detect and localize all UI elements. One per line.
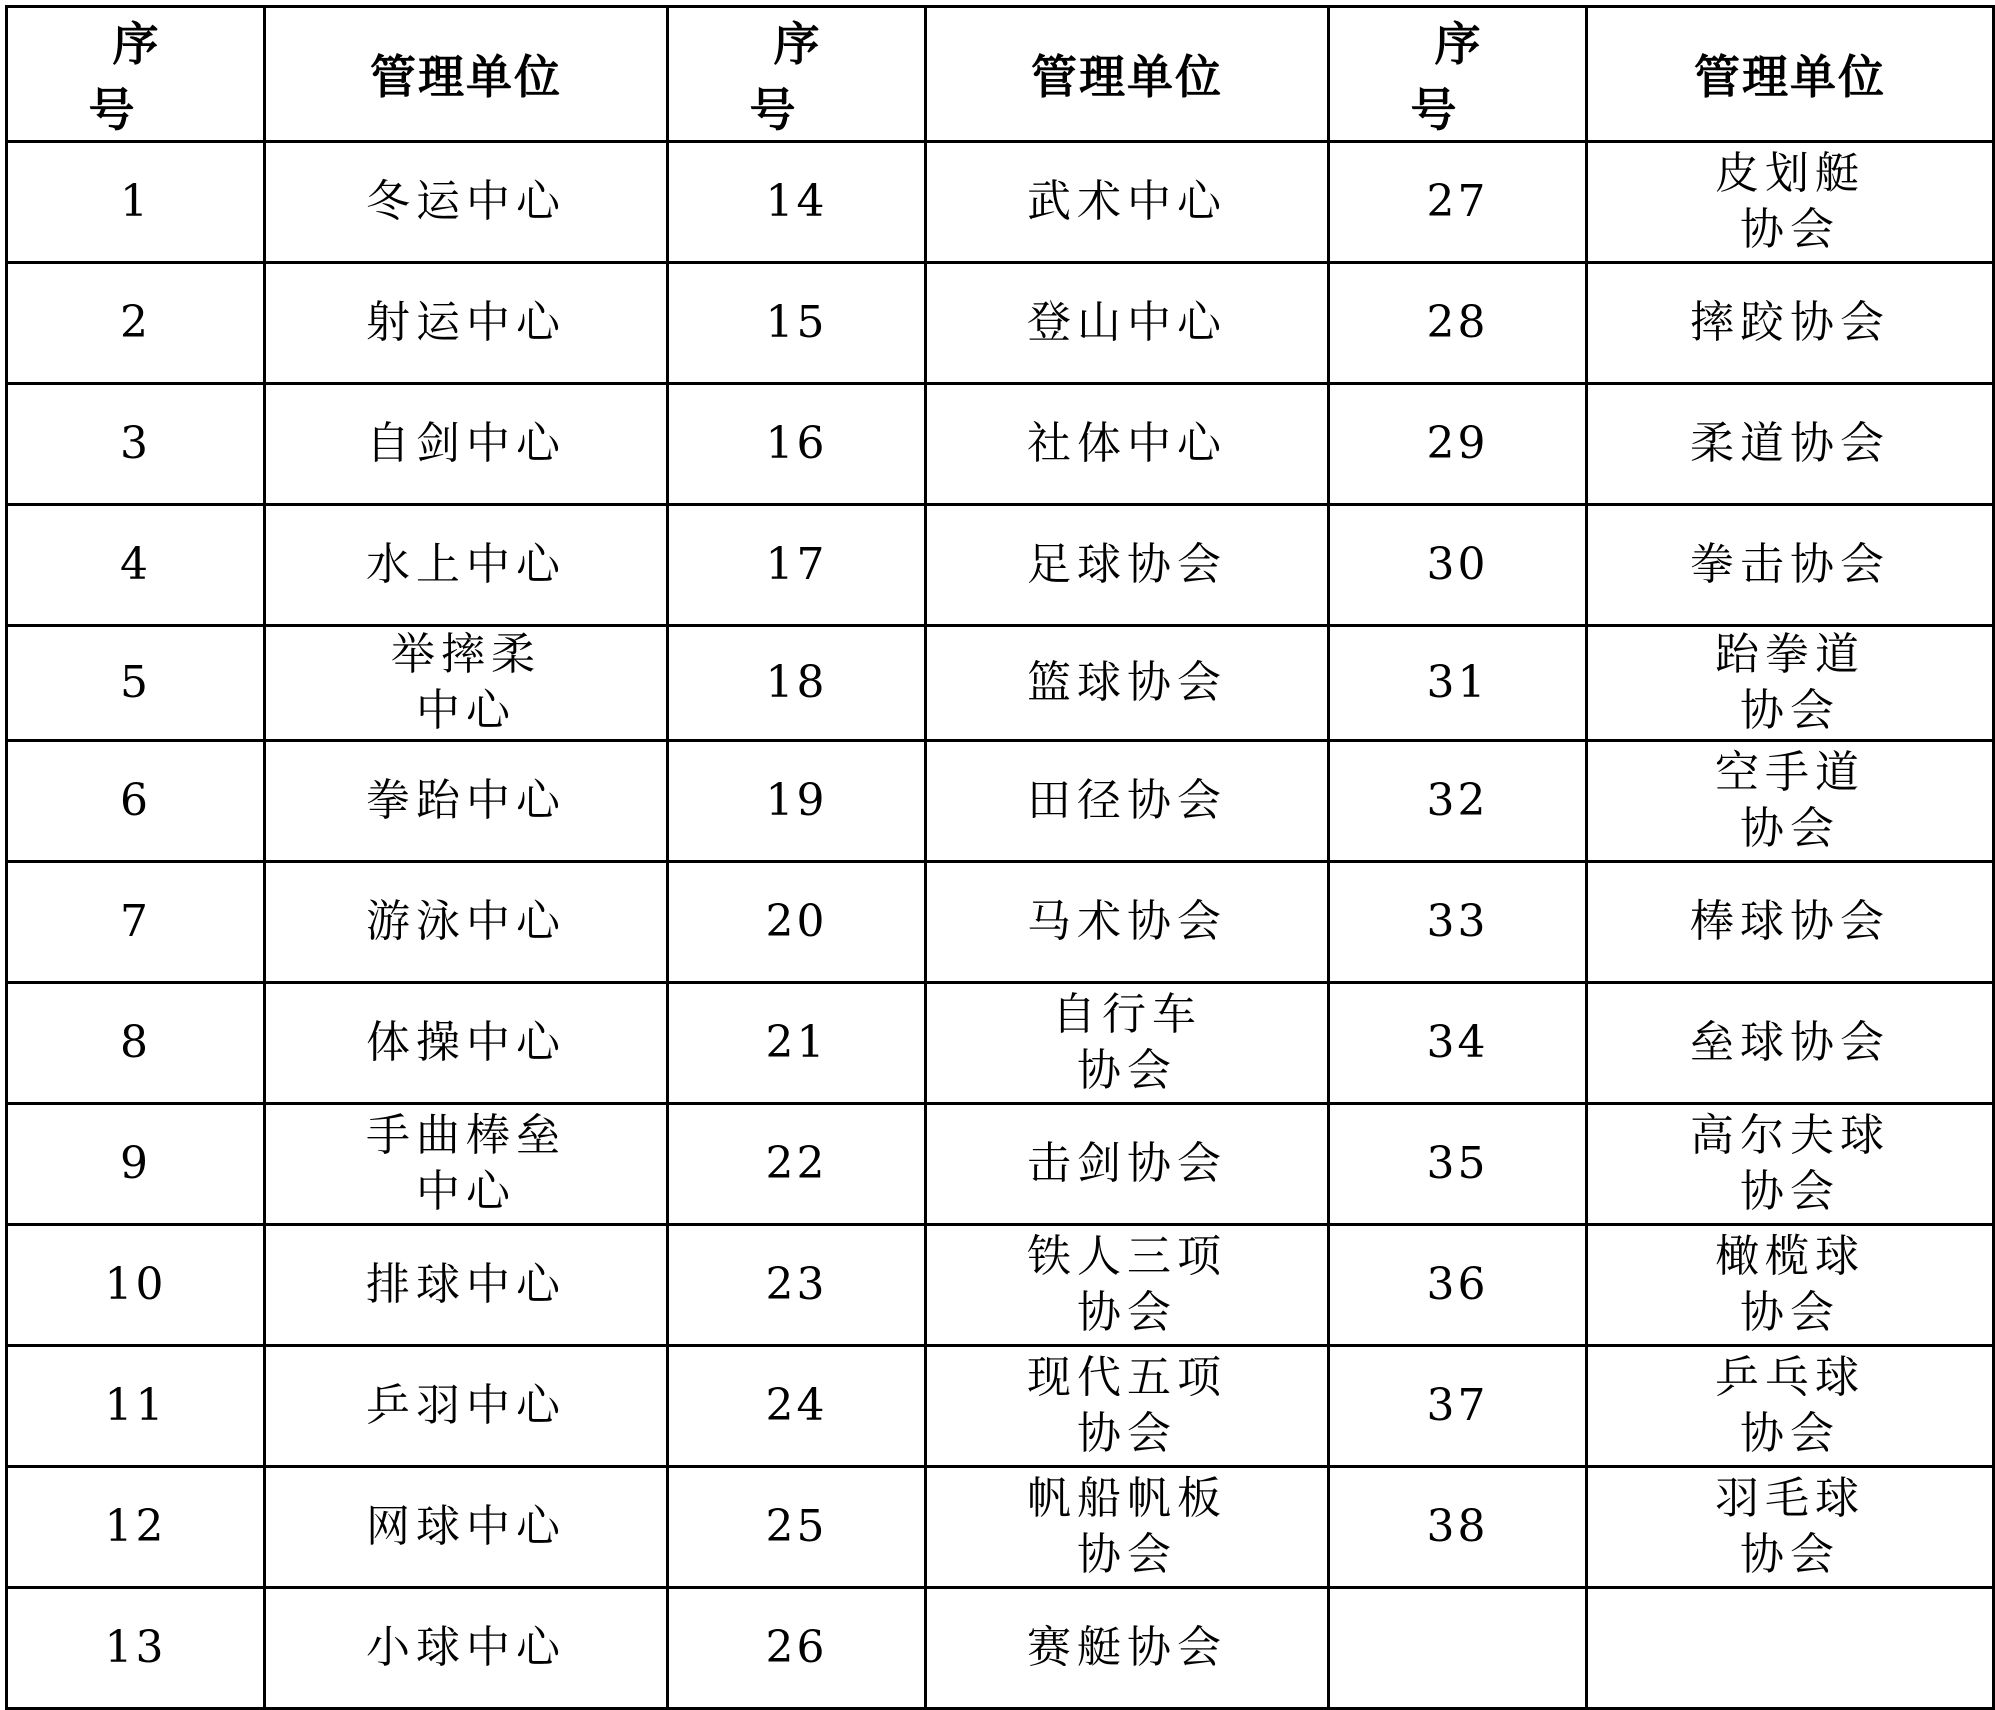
header-row [7, 7, 1994, 142]
table-row [7, 862, 1994, 983]
table-body [7, 142, 1994, 1709]
unit-name-line: 水上中心 [366, 539, 566, 590]
unit-cell [1587, 983, 1994, 1104]
unit-name-line: 垒球协会 [1690, 1017, 1890, 1068]
unit-cell [265, 862, 668, 983]
unit-cell [265, 741, 668, 862]
unit-cell [1587, 1104, 1994, 1225]
unit-name-line: 帆船帆板 [1027, 1473, 1227, 1524]
seq-cell: 33 [1329, 862, 1587, 983]
seq-cell: 8 [7, 983, 265, 1104]
unit-name-line: 协会 [1740, 1408, 1840, 1459]
unit-name-line: 跆拳道 [1715, 629, 1865, 680]
seq-cell: 4 [7, 505, 265, 626]
table-row [7, 1467, 1994, 1588]
header-unit: 管理单位 [1587, 7, 1994, 142]
seq-cell: 32 [1329, 741, 1587, 862]
table-row [7, 626, 1994, 741]
table-row [7, 1346, 1994, 1467]
seq-cell: 34 [1329, 983, 1587, 1104]
table-row [7, 505, 1994, 626]
unit-name-line: 排球中心 [366, 1259, 566, 1310]
unit-cell [265, 263, 668, 384]
unit-name-line: 柔道协会 [1690, 418, 1890, 469]
unit-name-line: 马术协会 [1027, 896, 1227, 947]
unit-name-line: 协会 [1740, 1166, 1840, 1217]
unit-cell [926, 505, 1329, 626]
unit-name-line: 协会 [1077, 1529, 1177, 1580]
seq-cell: 11 [7, 1346, 265, 1467]
unit-name-line: 自行车 [1052, 989, 1202, 1040]
seq-cell: 20 [668, 862, 926, 983]
seq-cell: 29 [1329, 384, 1587, 505]
unit-cell [926, 142, 1329, 263]
header-seq: 序 号 [668, 7, 926, 142]
unit-name-line: 击剑协会 [1027, 1138, 1227, 1189]
unit-name-line: 足球协会 [1027, 539, 1227, 590]
unit-cell [265, 1467, 668, 1588]
unit-name-line: 赛艇协会 [1027, 1622, 1227, 1673]
unit-name-line: 橄榄球 [1715, 1231, 1865, 1282]
seq-cell: 30 [1329, 505, 1587, 626]
unit-name-line: 小球中心 [366, 1622, 566, 1673]
seq-cell: 17 [668, 505, 926, 626]
unit-name-line: 摔跤协会 [1690, 297, 1890, 348]
unit-name-line: 协会 [1740, 1529, 1840, 1580]
seq-cell: 22 [668, 1104, 926, 1225]
seq-cell: 28 [1329, 263, 1587, 384]
unit-cell [926, 1104, 1329, 1225]
unit-cell [926, 1588, 1329, 1709]
table-row [7, 263, 1994, 384]
unit-cell [265, 1104, 668, 1225]
table-row [7, 1588, 1994, 1709]
seq-cell: 7 [7, 862, 265, 983]
unit-name-line: 协会 [1740, 204, 1840, 255]
seq-cell: 24 [668, 1346, 926, 1467]
unit-cell [926, 983, 1329, 1104]
unit-cell [265, 626, 668, 741]
unit-name-line: 高尔夫球 [1690, 1110, 1890, 1161]
unit-cell [926, 1225, 1329, 1346]
unit-name-line: 社体中心 [1027, 418, 1227, 469]
seq-cell: 38 [1329, 1467, 1587, 1588]
unit-name-line: 举摔柔 [391, 629, 541, 680]
table-row [7, 384, 1994, 505]
seq-cell: 3 [7, 384, 265, 505]
unit-name-line: 冬运中心 [366, 176, 566, 227]
management-unit-table [5, 5, 1995, 1710]
seq-cell: 25 [668, 1467, 926, 1588]
unit-name-line: 手曲棒垒 [366, 1110, 566, 1161]
seq-cell: 27 [1329, 142, 1587, 263]
unit-name-line: 中心 [416, 1166, 516, 1217]
unit-name-line: 中心 [416, 685, 516, 736]
unit-name-line: 篮球协会 [1027, 657, 1227, 708]
unit-name-line: 羽毛球 [1715, 1473, 1865, 1524]
unit-name-line: 皮划艇 [1715, 148, 1865, 199]
seq-cell: 31 [1329, 626, 1587, 741]
seq-cell: 9 [7, 1104, 265, 1225]
seq-cell: 14 [668, 142, 926, 263]
seq-cell: 36 [1329, 1225, 1587, 1346]
header-seq: 序 号 [7, 7, 265, 142]
unit-cell [1587, 263, 1994, 384]
seq-cell: 13 [7, 1588, 265, 1709]
unit-cell [1587, 1225, 1994, 1346]
header-seq: 序 号 [1329, 7, 1587, 142]
unit-name-line: 乒乓球 [1715, 1352, 1865, 1403]
seq-cell: 18 [668, 626, 926, 741]
unit-cell [265, 142, 668, 263]
unit-name-line: 自剑中心 [366, 418, 566, 469]
unit-name-line: 网球中心 [366, 1501, 566, 1552]
unit-cell [926, 384, 1329, 505]
seq-cell: 37 [1329, 1346, 1587, 1467]
unit-name-line: 空手道 [1715, 747, 1865, 798]
table-row [7, 983, 1994, 1104]
unit-name-line: 协会 [1077, 1287, 1177, 1338]
seq-cell: 15 [668, 263, 926, 384]
unit-cell [265, 1588, 668, 1709]
unit-cell [1587, 1467, 1994, 1588]
seq-cell: 10 [7, 1225, 265, 1346]
seq-cell: 19 [668, 741, 926, 862]
unit-cell [265, 505, 668, 626]
unit-name-line: 田径协会 [1027, 775, 1227, 826]
unit-cell [1587, 626, 1994, 741]
unit-cell [926, 741, 1329, 862]
unit-name-line: 射运中心 [366, 297, 566, 348]
table-row [7, 1104, 1994, 1225]
unit-cell [926, 1346, 1329, 1467]
seq-cell: 23 [668, 1225, 926, 1346]
seq-cell: 5 [7, 626, 265, 741]
unit-cell [926, 263, 1329, 384]
seq-cell [1329, 1588, 1587, 1709]
seq-cell: 6 [7, 741, 265, 862]
unit-name-line: 协会 [1740, 803, 1840, 854]
unit-cell [1587, 862, 1994, 983]
seq-cell: 26 [668, 1588, 926, 1709]
unit-cell [265, 1346, 668, 1467]
unit-cell [926, 862, 1329, 983]
seq-cell: 16 [668, 384, 926, 505]
table-row [7, 1225, 1994, 1346]
unit-cell [1587, 1346, 1994, 1467]
unit-name-line: 游泳中心 [366, 896, 566, 947]
unit-cell [265, 384, 668, 505]
unit-name-line: 乒羽中心 [366, 1380, 566, 1431]
seq-cell: 2 [7, 263, 265, 384]
unit-name-line: 体操中心 [366, 1017, 566, 1068]
unit-name-line: 协会 [1077, 1408, 1177, 1459]
unit-cell [926, 626, 1329, 741]
unit-cell [1587, 505, 1994, 626]
unit-name-line: 协会 [1740, 1287, 1840, 1338]
header-unit: 管理单位 [926, 7, 1329, 142]
unit-cell [265, 1225, 668, 1346]
unit-name-line: 拳跆中心 [366, 775, 566, 826]
seq-cell: 12 [7, 1467, 265, 1588]
unit-cell [1587, 1588, 1994, 1709]
table-row [7, 741, 1994, 862]
unit-cell [1587, 384, 1994, 505]
seq-cell: 35 [1329, 1104, 1587, 1225]
unit-name-line: 登山中心 [1027, 297, 1227, 348]
header-unit: 管理单位 [265, 7, 668, 142]
unit-name-line: 协会 [1077, 1045, 1177, 1096]
unit-name-line: 武术中心 [1027, 176, 1227, 227]
seq-cell: 21 [668, 983, 926, 1104]
unit-cell [1587, 142, 1994, 263]
unit-cell [926, 1467, 1329, 1588]
unit-cell [265, 983, 668, 1104]
unit-name-line: 铁人三项 [1027, 1231, 1227, 1282]
seq-cell: 1 [7, 142, 265, 263]
unit-name-line: 现代五项 [1027, 1352, 1227, 1403]
unit-name-line: 协会 [1740, 685, 1840, 736]
table-row [7, 142, 1994, 263]
unit-name-line: 棒球协会 [1690, 896, 1890, 947]
unit-cell [1587, 741, 1994, 862]
unit-name-line: 拳击协会 [1690, 539, 1890, 590]
